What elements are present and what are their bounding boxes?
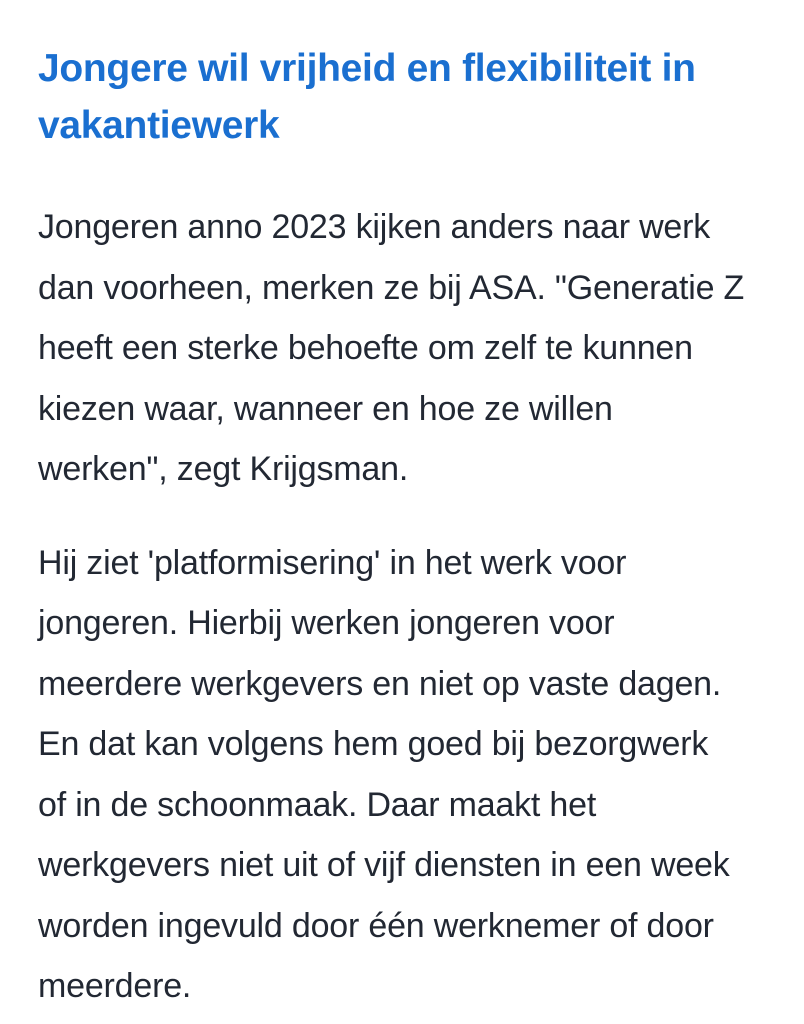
article-headline — [38, 40, 798, 154]
paragraph-line: werken", zegt Krijgsman. — [38, 450, 409, 488]
paragraph-line: worden ingevuld door één werknemer of door — [38, 906, 714, 945]
paragraph-line: of in de schoonmaak. Daar maakt het — [38, 785, 597, 824]
headline-line: Jongere wil vrijheid en flexibiliteit in — [38, 47, 696, 90]
article-paragraph-1 — [38, 197, 798, 500]
paragraph-line: Hij ziet 'platformisering' in het werk voor — [38, 543, 627, 582]
paragraph-line: werkgevers niet uit of vijf diensten in een week — [38, 846, 730, 884]
article-paragraph-2 — [38, 533, 798, 1017]
paragraph-line: Jongeren anno 2023 kijken anders naar werk — [38, 208, 711, 246]
paragraph-line: heeft een sterke behoefte om zelf te kunnen — [38, 329, 693, 367]
paragraph-line: En dat kan volgens hem goed bij bezorgwerk — [38, 725, 709, 763]
paragraph-line: meerdere. — [38, 967, 192, 1005]
article — [38, 40, 798, 1017]
paragraph-line: jongeren. Hierbij werken jongeren voor — [38, 604, 615, 642]
paragraph-line: meerdere werkgevers en niet op vaste dagen. — [38, 664, 722, 703]
paragraph-line: kiezen waar, wanneer en hoe ze willen — [38, 389, 613, 428]
headline-line: vakantiewerk — [38, 104, 280, 147]
paragraph-line: dan voorheen, merken ze bij ASA. "Generatie Z — [38, 268, 745, 307]
